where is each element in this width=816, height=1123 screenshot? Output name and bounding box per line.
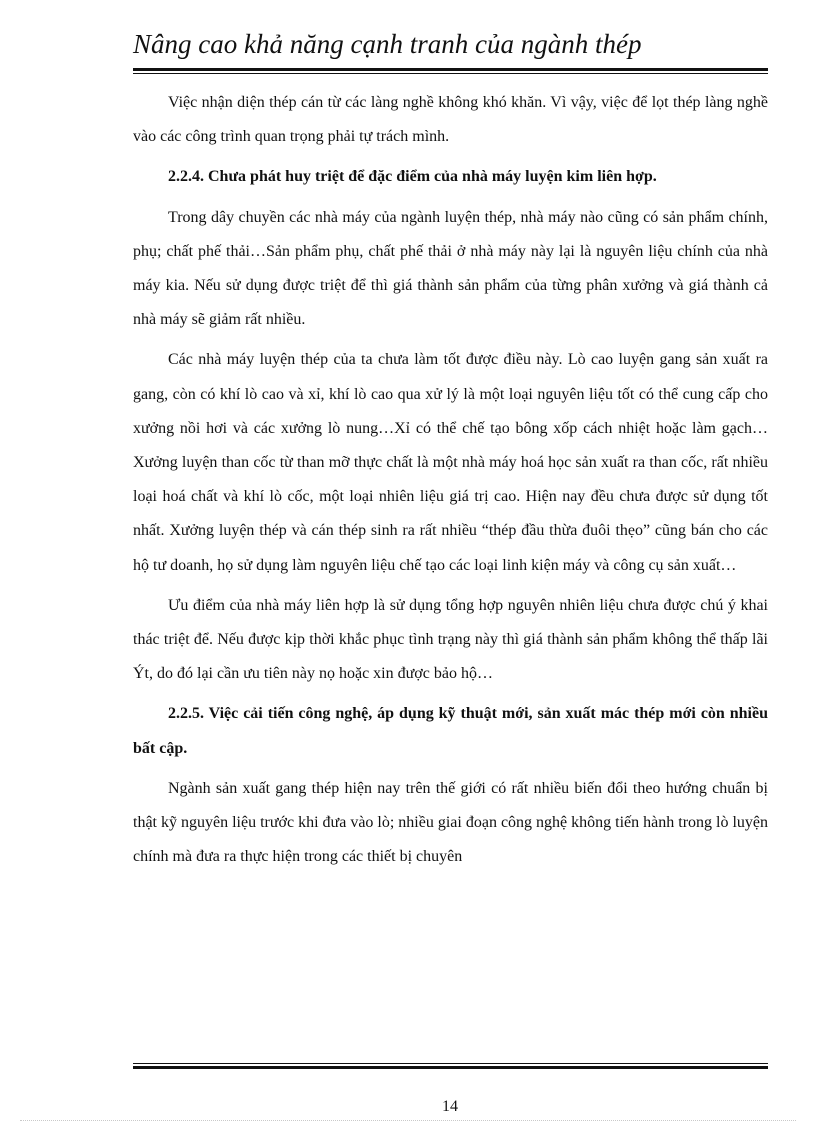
paragraph-4: Ưu điểm của nhà máy liên hợp là sử dụng tổng hợp nguyên nhiên liệu chưa được chú ý khai thác triệt để. Nếu được kịp thời khắc phục tình trạng này thì giá thành sản phẩm không thể thấp lãi Ýt, do đó lại cần ưu tiên này nọ hoặc xin được bảo hộ… — [133, 596, 768, 683]
paragraph-2: Trong dây chuyền các nhà máy của ngành luyện thép, nhà máy nào cũng có sản phẩm chính, phụ; chất phế thải…Sản phẩm phụ, chất phế thải ở nhà máy này lại là nguyên liệu chính của nhà máy kia. Nếu sử dụng được triệt để thì giá thành sản phẩm của từng phân xưởng và giá thành cả nhà máy sẽ giảm rất nhiều. — [133, 208, 768, 329]
section-heading-2-2-4: 2.2.4. Chưa phát huy triệt để đặc điểm của nhà máy luyện kim liên hợp. — [168, 168, 657, 186]
page-number: 14 — [442, 1098, 458, 1115]
header-rule-thick — [133, 68, 768, 71]
paragraph-3: Các nhà máy luyện thép của ta chưa làm tốt được điều này. Lò cao luyện gang sản xuất ra gang, còn có khí lò cao và xỉ, khí lò cao qua xử lý là một loại nguyên liệu tốt có thể cung cấp cho xưởng nồi hơi và các xưởng lò nung…Xỉ có thể chế tạo bông xốp cách nhiệt hoặc làm gạch… Xưởng luyện than cốc từ than mỡ thực chất là một nhà máy hoá học sản xuất ra than cốc, rất nhiều loại hoá chất và khí lò cốc, một loại nhiên liệu giá trị cao. Hiện nay đều chưa được sử dụng tốt nhất. Xưởng luyện thép và cán thép sinh ra rất nhiều “thép đầu thừa đuôi thẹo” cũng bán cho các hộ tư doanh, họ sử dụng làm nguyên liệu chế tạo các loại linh kiện máy và công cụ sản xuất… — [133, 351, 768, 574]
header-rule-thin — [133, 73, 768, 74]
footer-rule-thin — [133, 1063, 768, 1064]
footer-rule-thick — [133, 1066, 768, 1069]
paragraph-1: Việc nhận diện thép cán từ các làng nghề không khó khăn. Vì vậy, việc để lọt thép làng nghề vào các công trình quan trọng phải tự trách mình. — [133, 94, 768, 146]
document-body — [133, 86, 768, 880]
page-header-title: Nâng cao khả năng cạnh tranh của ngành thép — [133, 29, 642, 59]
paragraph-5: Ngành sản xuất gang thép hiện nay trên thế giới có rất nhiều biến đổi theo hướng chuẩn bị thật kỹ nguyên liệu trước khi đưa vào lò; nhiều giai đoạn công nghệ không tiến hành trong lò luyện chính mà đưa ra thực hiện trong các thiết bị chuyên — [133, 779, 769, 866]
section-heading-2-2-5: 2.2.5. Việc cải tiến công nghệ, áp dụng kỹ thuật mới, sản xuất mác thép mới còn nhiều bất cập. — [133, 705, 768, 757]
page-bottom-dotted-border — [20, 1120, 796, 1121]
